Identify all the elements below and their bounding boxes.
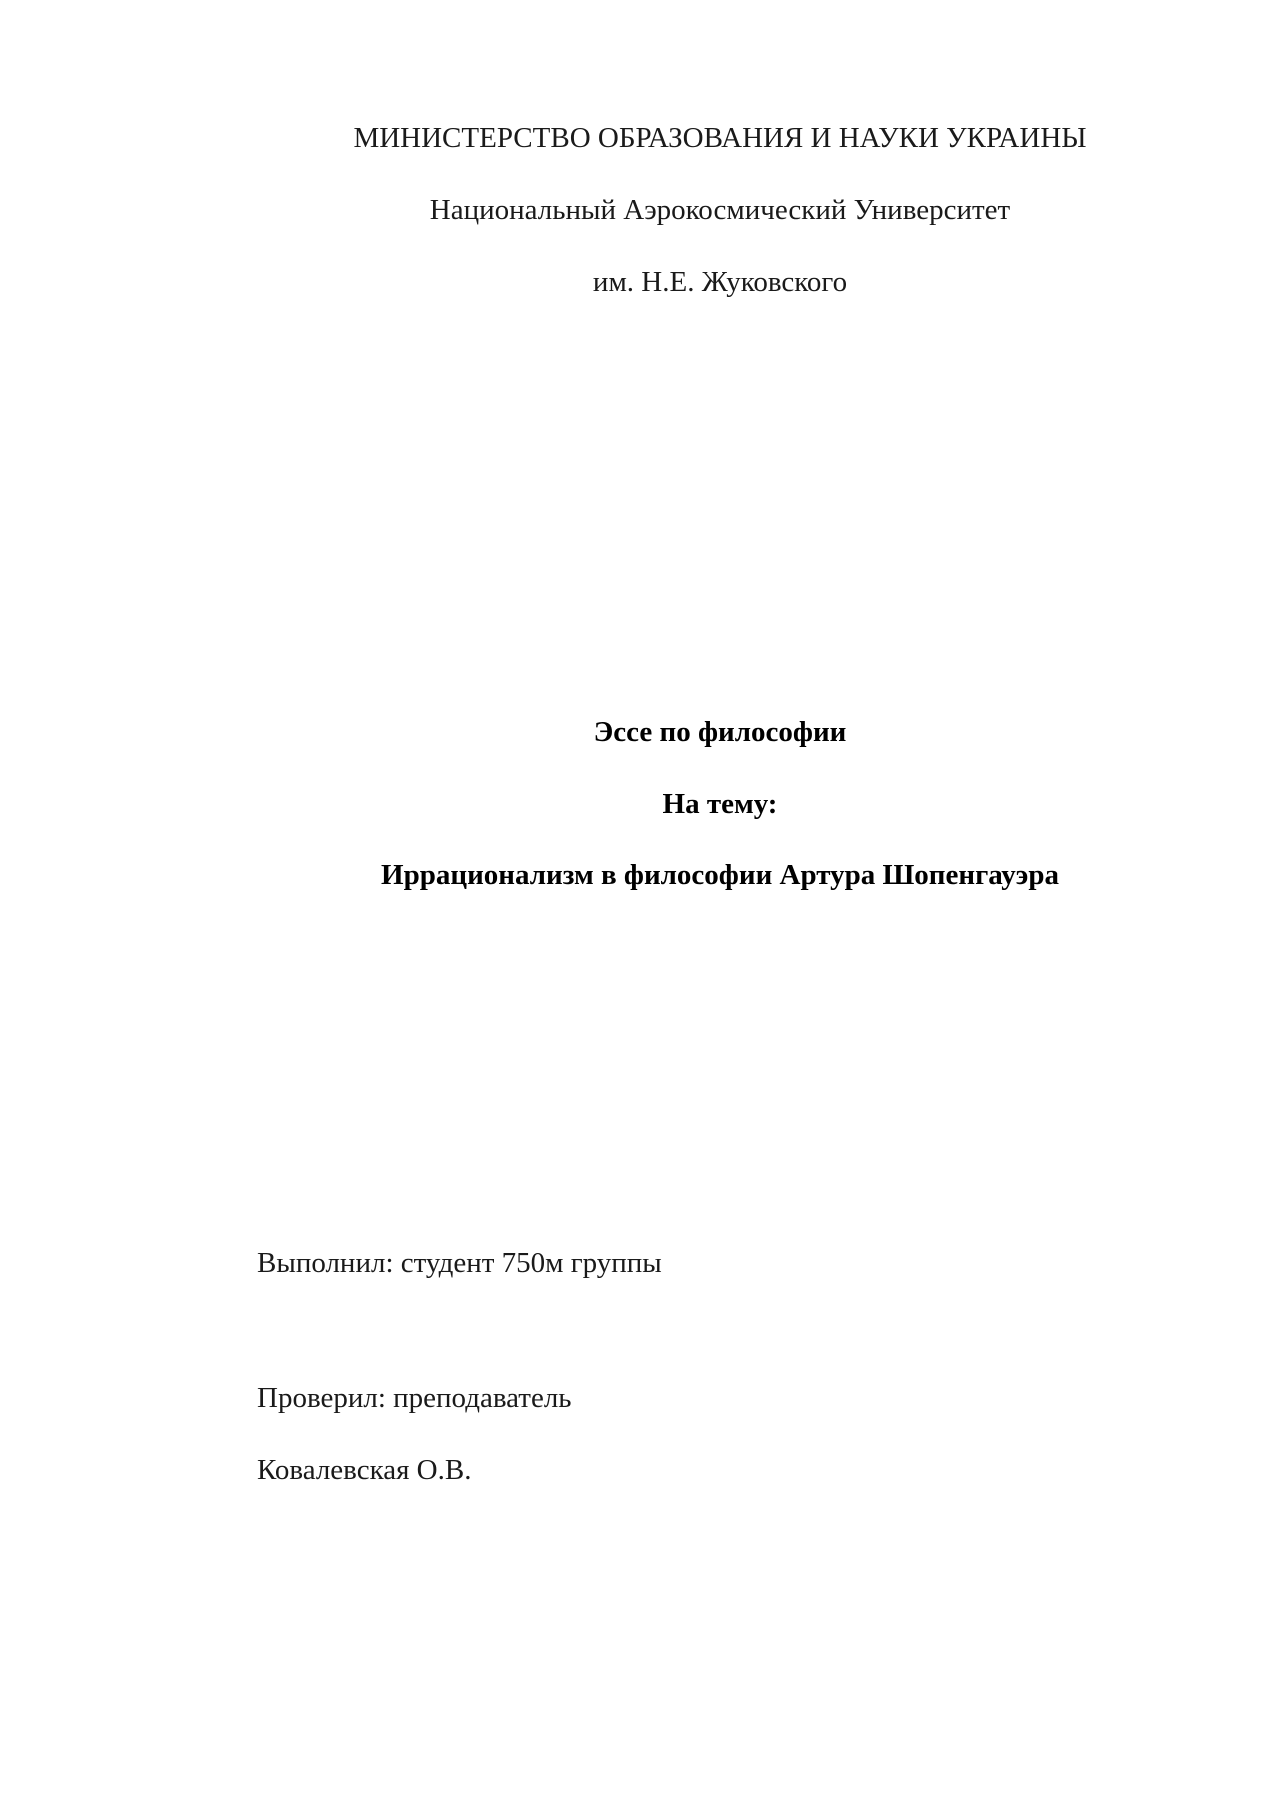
- performed-by-line: Выполнил: студент 750м группы: [257, 1247, 662, 1279]
- checked-by-line: Проверил: преподаватель: [257, 1382, 572, 1414]
- university-named-after: им. Н.Е. Жуковского: [592, 266, 848, 298]
- teacher-name: Ковалевская О.В.: [257, 1454, 472, 1486]
- university-name: Национальный Аэрокосмический Университет: [429, 194, 1011, 226]
- topic-label: На тему:: [662, 788, 778, 820]
- ministry-heading: МИНИСТЕРСТВО ОБРАЗОВАНИЯ И НАУКИ УКРАИНЫ: [353, 122, 1087, 154]
- work-type-title: Эссе по философии: [593, 716, 847, 748]
- topic-title: Иррационализм в философии Артура Шопенгауэра: [381, 859, 1059, 891]
